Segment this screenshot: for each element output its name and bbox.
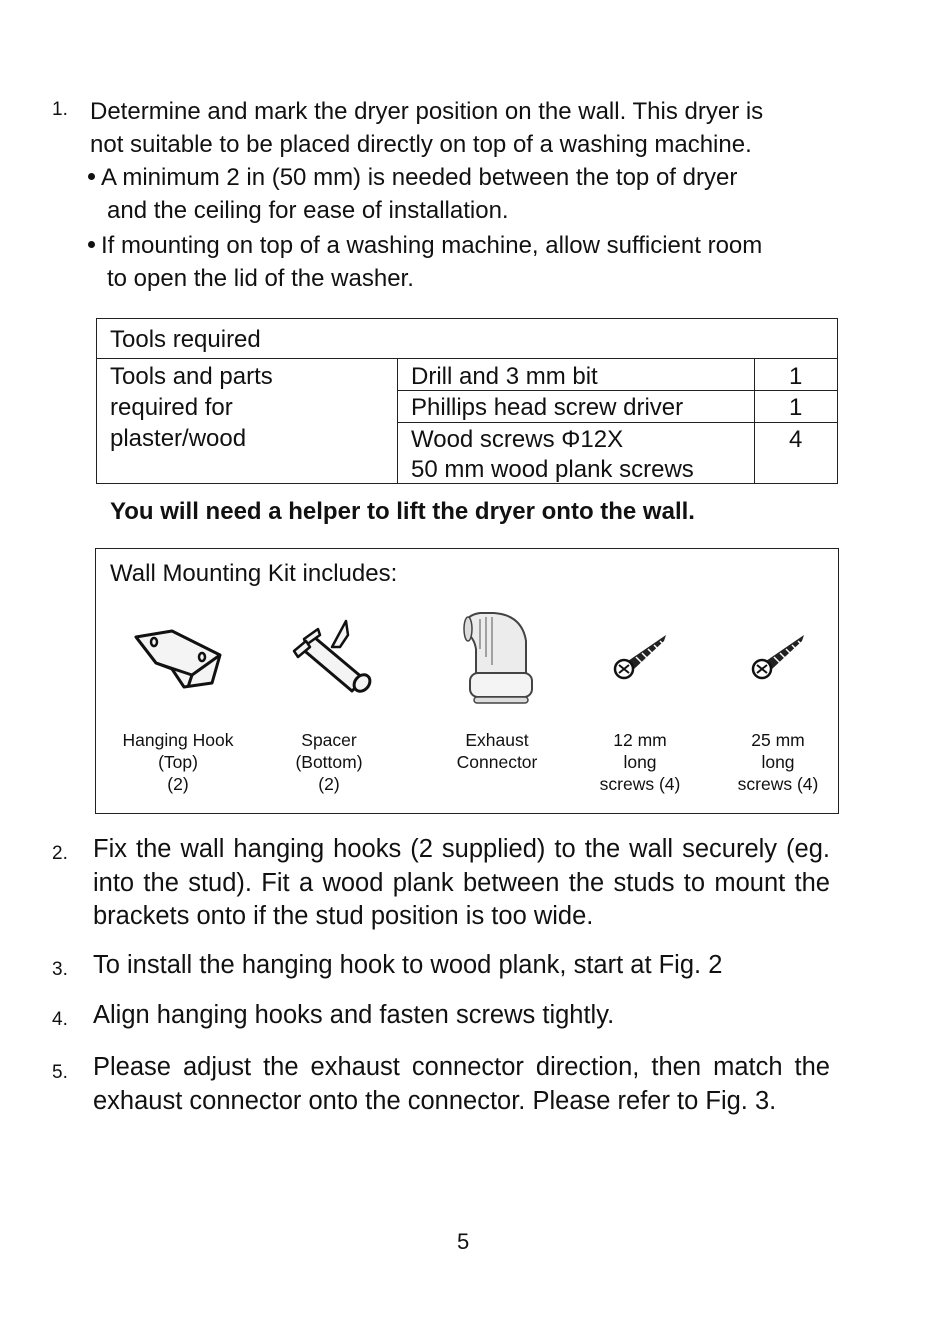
tools-category-line: Tools and parts xyxy=(110,363,273,390)
tool-item: Phillips head screw driver xyxy=(411,394,684,421)
step-4-number: 4. xyxy=(52,1009,68,1030)
screw-icon xyxy=(750,631,808,681)
tools-category-line: plaster/wood xyxy=(110,425,247,452)
screw-icon xyxy=(612,631,670,681)
caption-line: (Bottom) xyxy=(295,752,363,772)
step-5-number: 5. xyxy=(52,1062,68,1083)
bullet-2-line-2: to open the lid of the washer. xyxy=(107,265,414,292)
tool-item: Drill and 3 mm bit xyxy=(411,363,598,390)
bullet-2-line-1: If mounting on top of a washing machine, allow sufficient room xyxy=(101,232,763,259)
caption-line: (2) xyxy=(167,774,189,794)
caption-line: long xyxy=(761,752,795,772)
bullet-dot xyxy=(88,241,95,248)
spacer-icon xyxy=(284,617,380,695)
step-1-line-1: Determine and mark the dryer position on the wall. This dryer is xyxy=(90,98,764,125)
step-2-text: Fix the wall hanging hooks (2 supplied) to the wall securely (eg. into the stud). Fit a wood plank between the studs to mount the brackets onto if the stud position is too wide. xyxy=(93,835,830,930)
caption-line: (2) xyxy=(318,774,340,794)
tool-item: Wood screws Φ12X xyxy=(411,426,624,453)
step-1-line-2: not suitable to be placed directly on top of a washing machine. xyxy=(90,131,752,158)
kit-title: Wall Mounting Kit includes: xyxy=(110,560,398,587)
tools-category-line: required for xyxy=(110,394,233,421)
bullet-dot xyxy=(88,173,95,180)
tool-qty: 1 xyxy=(789,363,803,390)
step-5-text: Please adjust the exhaust connector direction, then match the exhaust connector onto the connector. Please refer to Fig. 3. xyxy=(93,1053,830,1115)
tool-qty: 1 xyxy=(789,394,803,421)
bullet-1 xyxy=(88,161,848,227)
caption-line: screws (4) xyxy=(737,774,819,794)
caption-line: 12 mm xyxy=(613,730,667,750)
step-1-number: 1. xyxy=(52,99,68,120)
hanging-hook-icon xyxy=(132,627,232,693)
caption-line: (Top) xyxy=(158,752,198,772)
tools-table-header: Tools required xyxy=(110,326,261,353)
step-1-text xyxy=(90,95,850,161)
bullet-2 xyxy=(88,229,848,295)
tools-category xyxy=(110,361,273,454)
kit-item-caption-25mm-screws xyxy=(703,729,853,795)
table-divider xyxy=(97,358,837,359)
exhaust-connector-icon xyxy=(460,609,536,707)
step-4-text: Align hanging hooks and fasten screws tightly. xyxy=(93,1001,615,1029)
table-divider xyxy=(397,358,398,484)
tool-qty: 4 xyxy=(789,426,803,453)
caption-line: screws (4) xyxy=(599,774,681,794)
table-divider xyxy=(754,358,755,484)
caption-line: long xyxy=(623,752,657,772)
page-number: 5 xyxy=(457,1229,470,1254)
bullet-1-line-1: A minimum 2 in (50 mm) is needed between the top of dryer xyxy=(101,164,738,191)
kit-item-caption-exhaust-connector xyxy=(422,729,572,773)
wall-mounting-kit-box xyxy=(95,548,839,814)
tools-table xyxy=(96,318,838,484)
step-2-number: 2. xyxy=(52,843,68,864)
caption-line: Hanging Hook xyxy=(122,730,234,750)
step-3-text: To install the hanging hook to wood plank, start at Fig. 2 xyxy=(93,951,723,979)
caption-line: Spacer xyxy=(301,730,357,750)
helper-note: You will need a helper to lift the dryer onto the wall. xyxy=(110,498,695,525)
kit-item-caption-spacer xyxy=(254,729,404,795)
caption-line: 25 mm xyxy=(751,730,805,750)
caption-line: Connector xyxy=(456,752,538,772)
caption-line: Exhaust xyxy=(465,730,529,750)
kit-item-caption-hanging-hook xyxy=(103,729,253,795)
tool-item: 50 mm wood plank screws xyxy=(411,456,694,483)
bullet-1-line-2: and the ceiling for ease of installation. xyxy=(107,197,509,224)
kit-item-caption-12mm-screws xyxy=(565,729,715,795)
step-3-number: 3. xyxy=(52,959,68,980)
